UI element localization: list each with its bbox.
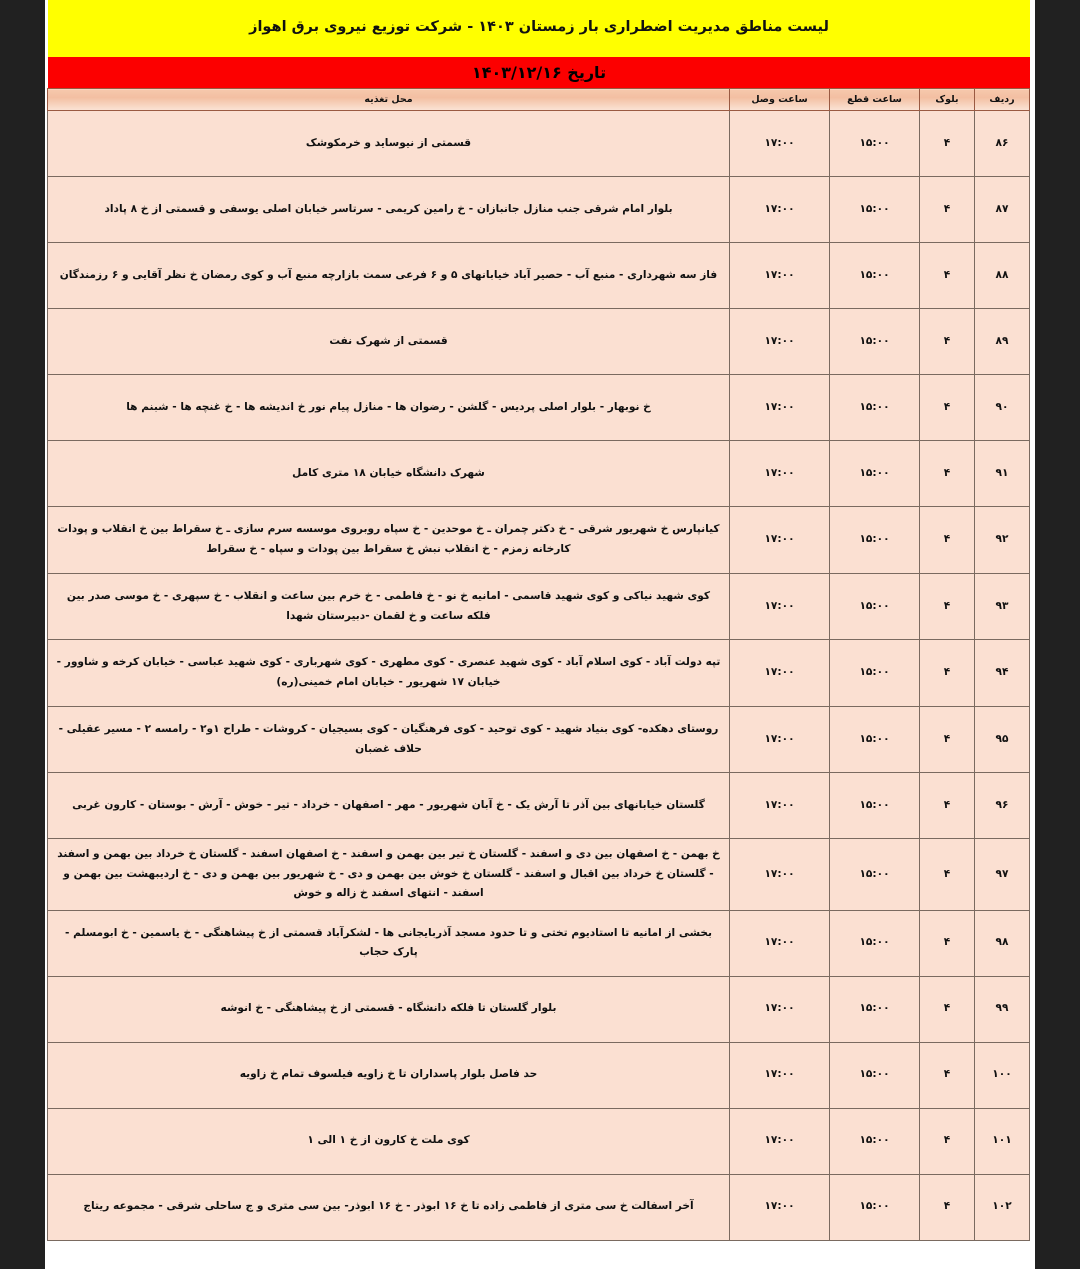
cell-feed-location: روستای دهکده- کوی بنیاد شهید - کوی توحید - کوی فرهنگیان - کوی بسیجیان - کروشات - طراح ۱و۲ - رامسه ۲ - مسیر عقیلی - حلاف غضبان xyxy=(48,707,730,773)
table-row xyxy=(48,1042,1030,1108)
cell-cutoff-time: ۱۵:۰۰ xyxy=(830,574,920,640)
cell-feed-location: کیانپارس خ شهریور شرقی - خ دکتر چمران ـ خ موحدین - خ سپاه روبروی موسسه سرم سازی ـ خ سقراط بین خ انقلاب و پودات کارخانه زمزم - خ انقلاب نبش خ سقراط بین پودات و سپاه - خ سقراط xyxy=(48,507,730,574)
cell-restore-time: ۱۷:۰۰ xyxy=(730,976,830,1042)
table-row xyxy=(48,309,1030,375)
column-header-cutoff-time: ساعت قطع xyxy=(830,89,920,111)
cell-feed-location: حد فاصل بلوار پاسداران تا خ زاویه فیلسوف تمام خ زاویه xyxy=(48,1042,730,1108)
table-row xyxy=(48,640,1030,707)
cell-block: ۴ xyxy=(920,1108,975,1174)
cell-feed-location: کوی ملت خ کارون از خ ۱ الی ۱ xyxy=(48,1108,730,1174)
cell-cutoff-time: ۱۵:۰۰ xyxy=(830,773,920,839)
cell-restore-time: ۱۷:۰۰ xyxy=(730,839,830,911)
cell-row-number: ۹۵ xyxy=(975,707,1030,773)
cell-feed-location: فاز سه شهرداری - منبع آب - حصیر آباد خیابانهای ۵ و ۶ فرعی سمت بازارچه منبع آب و کوی رمضان خ نظر آقایی و ۶ رزمندگان xyxy=(48,243,730,309)
cell-cutoff-time: ۱۵:۰۰ xyxy=(830,1042,920,1108)
cell-row-number: ۹۱ xyxy=(975,441,1030,507)
cell-block: ۴ xyxy=(920,375,975,441)
table-row xyxy=(48,773,1030,839)
cell-feed-location: خ بهمن - خ اصفهان بین دی و اسفند - گلستان خ تیر بین بهمن و اسفند - خ اصفهان اسفند - گلستان خ خرداد بین بهمن و اسفند - گلستان خ خرداد بین اقبال و اسفند - گلستان خ خوش بین بهمن و دی - خ شهریور بین بهمن و دی - خ اردیبهشت بین بهمن و اسفند - انتهای اسفند خ زاله و خوش xyxy=(48,839,730,911)
cell-feed-location: گلستان خیابانهای بین آذر تا آرش یک - خ آبان شهریور - مهر - اصفهان - خرداد - تیر - خوش - آرش - بوستان - کارون غربی xyxy=(48,773,730,839)
cell-row-number: ۸۷ xyxy=(975,177,1030,243)
table-row xyxy=(48,507,1030,574)
cell-row-number: ۱۰۱ xyxy=(975,1108,1030,1174)
cell-row-number: ۹۶ xyxy=(975,773,1030,839)
cell-cutoff-time: ۱۵:۰۰ xyxy=(830,976,920,1042)
cell-row-number: ۹۲ xyxy=(975,507,1030,574)
cell-restore-time: ۱۷:۰۰ xyxy=(730,707,830,773)
cell-row-number: ۱۰۲ xyxy=(975,1174,1030,1240)
cell-restore-time: ۱۷:۰۰ xyxy=(730,441,830,507)
page-title: لیست مناطق مدیریت اضطراری بار زمستان ۱۴۰۳ - شرکت توزیع نیروی برق اهواز xyxy=(249,19,829,36)
cell-feed-location: بخشی از امانیه تا استادیوم تختی و تا حدود مسجد آذربایجانی ها - لشکرآباد قسمتی از خ پیشاهنگی - خ یاسمین - خ ابومسلم - پارک حجاب xyxy=(48,910,730,976)
cell-block: ۴ xyxy=(920,773,975,839)
date-banner xyxy=(48,57,1030,88)
table-row xyxy=(48,441,1030,507)
cell-restore-time: ۱۷:۰۰ xyxy=(730,309,830,375)
cell-cutoff-time: ۱۵:۰۰ xyxy=(830,1108,920,1174)
cell-block: ۴ xyxy=(920,640,975,707)
cell-row-number: ۹۴ xyxy=(975,640,1030,707)
cell-feed-location: خ نوبهار - بلوار اصلی پردیس - گلشن - رضوان ها - منازل پیام نور خ اندیشه ها - خ غنچه ها - شبنم ها xyxy=(48,375,730,441)
cell-cutoff-time: ۱۵:۰۰ xyxy=(830,1174,920,1240)
cell-block: ۴ xyxy=(920,243,975,309)
table-row xyxy=(48,839,1030,911)
cell-cutoff-time: ۱۵:۰۰ xyxy=(830,441,920,507)
cell-restore-time: ۱۷:۰۰ xyxy=(730,1042,830,1108)
cell-block: ۴ xyxy=(920,707,975,773)
cell-row-number: ۱۰۰ xyxy=(975,1042,1030,1108)
cell-block: ۴ xyxy=(920,910,975,976)
cell-row-number: ۸۸ xyxy=(975,243,1030,309)
outage-schedule-table xyxy=(47,88,1030,1241)
table-header xyxy=(48,89,1030,111)
cell-block: ۴ xyxy=(920,1042,975,1108)
document-title-banner xyxy=(48,0,1030,57)
cell-cutoff-time: ۱۵:۰۰ xyxy=(830,309,920,375)
cell-cutoff-time: ۱۵:۰۰ xyxy=(830,640,920,707)
cell-block: ۴ xyxy=(920,839,975,911)
table-body xyxy=(48,111,1030,1241)
table-header-row xyxy=(48,89,1030,111)
cell-row-number: ۸۶ xyxy=(975,111,1030,177)
outage-schedule-document xyxy=(48,0,1030,1241)
cell-restore-time: ۱۷:۰۰ xyxy=(730,111,830,177)
cell-row-number: ۹۸ xyxy=(975,910,1030,976)
cell-feed-location: قسمتی از نیوساید و خرمکوشک xyxy=(48,111,730,177)
cell-block: ۴ xyxy=(920,177,975,243)
table-row xyxy=(48,111,1030,177)
cell-row-number: ۹۷ xyxy=(975,839,1030,911)
column-header-restore-time: ساعت وصل xyxy=(730,89,830,111)
column-header-block: بلوک xyxy=(920,89,975,111)
table-row xyxy=(48,177,1030,243)
cell-row-number: ۹۳ xyxy=(975,574,1030,640)
cell-restore-time: ۱۷:۰۰ xyxy=(730,177,830,243)
cell-restore-time: ۱۷:۰۰ xyxy=(730,640,830,707)
cell-feed-location: تپه دولت آباد - کوی اسلام آباد - کوی شهید عنصری - کوی مطهری - کوی شهرباری - کوی شهید عباسی - خیابان کرخه و شاوور - خیابان ۱۷ شهریور - خیابان امام خمینی(ره) xyxy=(48,640,730,707)
table-row xyxy=(48,1174,1030,1240)
cell-block: ۴ xyxy=(920,976,975,1042)
cell-block: ۴ xyxy=(920,1174,975,1240)
cell-cutoff-time: ۱۵:۰۰ xyxy=(830,111,920,177)
cell-block: ۴ xyxy=(920,441,975,507)
cell-cutoff-time: ۱۵:۰۰ xyxy=(830,507,920,574)
table-row xyxy=(48,707,1030,773)
cell-feed-location: بلوار امام شرقی جنب منازل جانبازان - خ رامین کریمی - سرتاسر خیابان اصلی یوسفی و قسمتی از خ ۸ پاداد xyxy=(48,177,730,243)
table-row xyxy=(48,243,1030,309)
cell-restore-time: ۱۷:۰۰ xyxy=(730,243,830,309)
cell-cutoff-time: ۱۵:۰۰ xyxy=(830,375,920,441)
cell-feed-location: شهرک دانشگاه خیابان ۱۸ متری کامل xyxy=(48,441,730,507)
cell-restore-time: ۱۷:۰۰ xyxy=(730,574,830,640)
cell-feed-location: قسمتی از شهرک نفت xyxy=(48,309,730,375)
cell-restore-time: ۱۷:۰۰ xyxy=(730,375,830,441)
cell-row-number: ۸۹ xyxy=(975,309,1030,375)
cell-restore-time: ۱۷:۰۰ xyxy=(730,910,830,976)
cell-block: ۴ xyxy=(920,507,975,574)
cell-cutoff-time: ۱۵:۰۰ xyxy=(830,910,920,976)
column-header-feed-location: محل تغذیه xyxy=(48,89,730,111)
date-label: تاریخ ۱۴۰۳/۱۲/۱۶ xyxy=(471,63,607,82)
cell-restore-time: ۱۷:۰۰ xyxy=(730,1108,830,1174)
cell-feed-location: بلوار گلستان تا فلکه دانشگاه - قسمتی از خ پیشاهنگی - خ انوشه xyxy=(48,976,730,1042)
cell-cutoff-time: ۱۵:۰۰ xyxy=(830,707,920,773)
table-row xyxy=(48,910,1030,976)
cell-restore-time: ۱۷:۰۰ xyxy=(730,507,830,574)
cell-feed-location: کوی شهید نیاکی و کوی شهید قاسمی - امانیه خ نو - خ فاطمی - خ خرم بین ساعت و انقلاب - خ سپهری - خ موسی صدر بین فلکه ساعت و خ لقمان -دبیرستان شهدا xyxy=(48,574,730,640)
cell-cutoff-time: ۱۵:۰۰ xyxy=(830,243,920,309)
table-row xyxy=(48,1108,1030,1174)
cell-block: ۴ xyxy=(920,111,975,177)
cell-row-number: ۹۰ xyxy=(975,375,1030,441)
cell-row-number: ۹۹ xyxy=(975,976,1030,1042)
cell-restore-time: ۱۷:۰۰ xyxy=(730,773,830,839)
table-row xyxy=(48,375,1030,441)
table-row xyxy=(48,574,1030,640)
cell-cutoff-time: ۱۵:۰۰ xyxy=(830,839,920,911)
cell-feed-location: آخر اسفالت خ سی متری از فاطمی زاده تا خ ۱۶ ابوذر - خ ۱۶ ابوذر- بین سی متری و ج ساحلی شرقی - مجموعه ریتاج xyxy=(48,1174,730,1240)
cell-block: ۴ xyxy=(920,574,975,640)
cell-restore-time: ۱۷:۰۰ xyxy=(730,1174,830,1240)
column-header-row-number: ردیف xyxy=(975,89,1030,111)
cell-block: ۴ xyxy=(920,309,975,375)
cell-cutoff-time: ۱۵:۰۰ xyxy=(830,177,920,243)
table-row xyxy=(48,976,1030,1042)
